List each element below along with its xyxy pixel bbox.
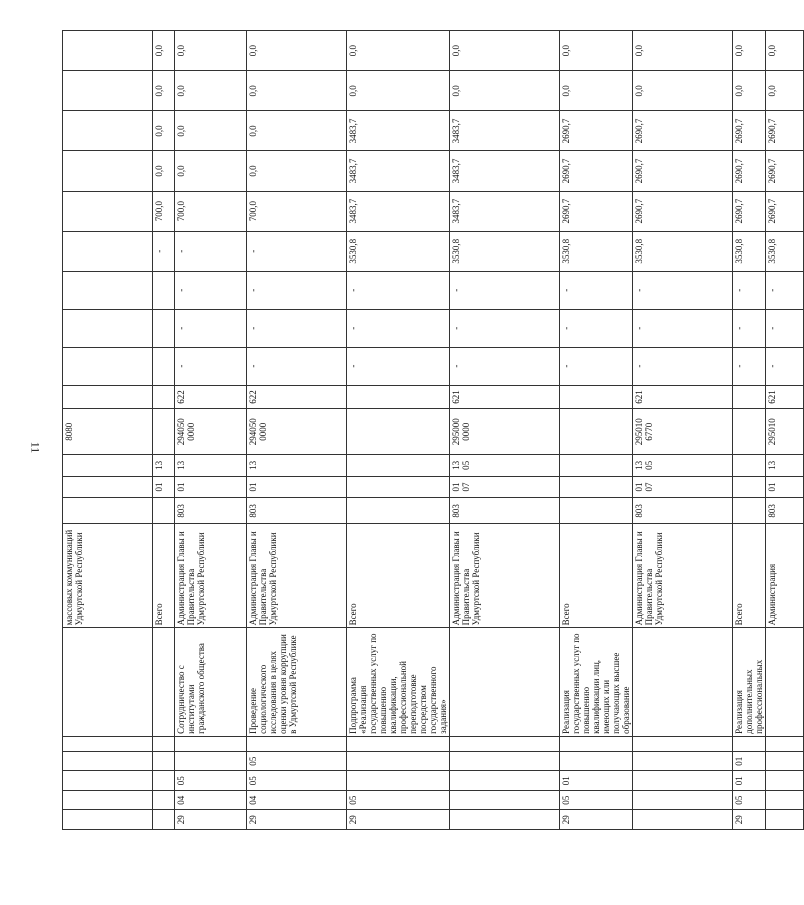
table-row: [733, 31, 766, 830]
table-cell: [153, 409, 175, 455]
table-cell: 2690,7: [766, 191, 804, 231]
table-cell: 13 05: [633, 455, 733, 477]
table-cell: 05: [733, 791, 766, 811]
table-cell: 0,0: [733, 31, 766, 71]
table-cell: 2690,7: [560, 111, 633, 151]
table-cell: 0,0: [766, 71, 804, 111]
table-cell: [63, 31, 153, 71]
table-cell: -: [766, 309, 804, 347]
table-cell: -: [175, 309, 247, 347]
table-cell: [766, 810, 804, 830]
table-cell: [153, 752, 175, 772]
table-cell: -: [450, 347, 560, 385]
table-cell: -: [633, 347, 733, 385]
table-cell: [63, 752, 153, 772]
table-cell: [633, 628, 733, 736]
table-cell: 0,0: [175, 151, 247, 191]
table-cell: Администрация Главы и Правительства Удмуртской Республики: [450, 524, 560, 628]
table-cell: 0,0: [633, 71, 733, 111]
table-cell: [153, 771, 175, 791]
table-cell: [633, 771, 733, 791]
table-cell: 01 07: [633, 476, 733, 498]
table-cell: 3530,8: [633, 231, 733, 271]
table-cell: 0,0: [450, 71, 560, 111]
table-cell: [63, 455, 153, 477]
table-cell: 0,0: [153, 111, 175, 151]
table-cell: 01: [766, 476, 804, 498]
table-cell: 2690,7: [633, 191, 733, 231]
table-cell: 3483,7: [347, 111, 450, 151]
table-row: [347, 31, 450, 830]
budget-table-rotated: [62, 30, 777, 830]
table-cell: 01: [175, 476, 247, 498]
table-cell: 2690,7: [633, 151, 733, 191]
table-cell: -: [633, 271, 733, 309]
table-cell: 0,0: [175, 71, 247, 111]
table-cell: 3530,8: [347, 231, 450, 271]
table-cell: [153, 309, 175, 347]
table-cell: -: [247, 271, 347, 309]
table-cell: 3530,8: [560, 231, 633, 271]
table-cell: [63, 71, 153, 111]
table-cell: -: [733, 309, 766, 347]
table-cell: [175, 736, 247, 751]
table-cell: 13: [153, 455, 175, 477]
table-cell: 05: [560, 791, 633, 811]
table-cell: [766, 628, 804, 736]
table-row: [633, 31, 733, 830]
table-cell: Всего: [153, 524, 175, 628]
table-cell: 2690,7: [560, 151, 633, 191]
table-cell: -: [247, 309, 347, 347]
table-cell: [733, 455, 766, 477]
table-cell: 13 05: [450, 455, 560, 477]
table-cell: Сотрудничество с институтами гражданского общества: [175, 628, 247, 736]
table-cell: 700,0: [175, 191, 247, 231]
table-cell: 700,0: [153, 191, 175, 231]
table-cell: [633, 810, 733, 830]
table-cell: -: [347, 347, 450, 385]
table-cell: [450, 791, 560, 811]
table-cell: 803: [175, 498, 247, 524]
table-cell: -: [560, 271, 633, 309]
table-cell: Администрация Главы и Правительства Удмуртской Республики: [247, 524, 347, 628]
table-cell: 29: [175, 810, 247, 830]
table-cell: 3483,7: [347, 191, 450, 231]
table-cell: 0,0: [766, 31, 804, 71]
table-cell: 2690,7: [733, 151, 766, 191]
table-cell: [450, 771, 560, 791]
table-cell: 01 07: [450, 476, 560, 498]
table-cell: [633, 736, 733, 751]
table-cell: 3530,8: [766, 231, 804, 271]
table-cell: -: [175, 347, 247, 385]
table-cell: 01: [733, 752, 766, 772]
table-cell: [63, 111, 153, 151]
table-cell: [633, 752, 733, 772]
table-cell: -: [175, 231, 247, 271]
table-cell: [450, 752, 560, 772]
table-cell: -: [450, 309, 560, 347]
table-cell: [560, 752, 633, 772]
table-cell: [733, 476, 766, 498]
table-cell: 13: [247, 455, 347, 477]
table-cell: 294050 0000: [175, 409, 247, 455]
table-cell: 04: [175, 791, 247, 811]
table-cell: 3483,7: [450, 111, 560, 151]
table-cell: 622: [247, 385, 347, 409]
table-cell: [733, 736, 766, 751]
table-cell: Проведение социологического исследования в целях оценки уровня коррупции в Удмуртской Республике: [247, 628, 347, 736]
table-cell: [153, 271, 175, 309]
table-cell: [63, 385, 153, 409]
table-cell: [347, 385, 450, 409]
table-cell: 29: [347, 810, 450, 830]
table-cell: Подпрограмма «Реализация государственных услуг по повышению квалификации, профессиональной переподготовке посредством государственного задания»: [347, 628, 450, 736]
table-cell: Администрация Главы и Правительства Удмуртской Республики: [633, 524, 733, 628]
table-cell: [347, 736, 450, 751]
table-cell: [560, 455, 633, 477]
table-row: [450, 31, 560, 830]
table-cell: [63, 771, 153, 791]
table-cell: 0,0: [450, 31, 560, 71]
table-cell: 3483,7: [450, 191, 560, 231]
table-cell: [766, 791, 804, 811]
table-cell: [347, 476, 450, 498]
table-cell: [153, 810, 175, 830]
table-cell: [63, 151, 153, 191]
table-cell: Администрация: [766, 524, 804, 628]
table-cell: [153, 736, 175, 751]
table-cell: 05: [247, 771, 347, 791]
table-cell: [63, 231, 153, 271]
table-cell: [63, 736, 153, 751]
table-cell: Всего: [347, 524, 450, 628]
table-cell: Администрация Главы и Правительства Удмуртской Республики: [175, 524, 247, 628]
table-cell: 0,0: [175, 31, 247, 71]
table-cell: 803: [450, 498, 560, 524]
table-cell: 01: [247, 476, 347, 498]
table-cell: 0,0: [347, 71, 450, 111]
table-cell: 2690,7: [733, 191, 766, 231]
table-cell: 0,0: [633, 31, 733, 71]
table-cell: 0,0: [153, 31, 175, 71]
table-cell: [766, 752, 804, 772]
table-cell: [347, 771, 450, 791]
table-cell: 3530,8: [733, 231, 766, 271]
table-cell: -: [175, 271, 247, 309]
table-cell: 0,0: [560, 71, 633, 111]
table-cell: 295000 0000: [450, 409, 560, 455]
table-cell: -: [766, 271, 804, 309]
table-cell: -: [560, 347, 633, 385]
table-cell: 0,0: [153, 71, 175, 111]
table-cell: [63, 347, 153, 385]
table-cell: 0,0: [347, 31, 450, 71]
table-cell: Всего: [560, 524, 633, 628]
table-cell: Всего: [733, 524, 766, 628]
table-cell: 294050 0000: [247, 409, 347, 455]
table-cell: [63, 791, 153, 811]
table-cell: [450, 736, 560, 751]
table-cell: 29: [733, 810, 766, 830]
table-cell: -: [153, 231, 175, 271]
table-cell: -: [450, 271, 560, 309]
table-cell: 803: [247, 498, 347, 524]
table-cell: [63, 498, 153, 524]
table-cell: 803: [766, 498, 804, 524]
table-cell: Реализация дополнительных профессиональных: [733, 628, 766, 736]
table-cell: 3530,8: [450, 231, 560, 271]
table-cell: -: [766, 347, 804, 385]
table-cell: [63, 309, 153, 347]
table-cell: 3483,7: [347, 151, 450, 191]
table-cell: 29: [560, 810, 633, 830]
table-cell: -: [247, 347, 347, 385]
table-cell: 29: [247, 810, 347, 830]
table-cell: [560, 409, 633, 455]
page-number: 11: [28, 441, 43, 454]
table-cell: -: [347, 309, 450, 347]
table-cell: 2690,7: [633, 111, 733, 151]
table-cell: 04: [247, 791, 347, 811]
table-cell: массовых коммуникаций Удмуртской Республики: [63, 524, 153, 628]
table-cell: [347, 455, 450, 477]
table-cell: 0,0: [733, 71, 766, 111]
table-row: [175, 31, 247, 830]
table-cell: [347, 409, 450, 455]
budget-table: [62, 30, 804, 830]
table-cell: 0,0: [247, 111, 347, 151]
table-row: [247, 31, 347, 830]
table-cell: 0,0: [560, 31, 633, 71]
table-row: [560, 31, 633, 830]
table-cell: 0,0: [247, 151, 347, 191]
table-cell: Реализация государственных услуг по повышению квалификации лиц, имеющих или получающих высшее образование: [560, 628, 633, 736]
table-cell: [560, 736, 633, 751]
table-cell: [560, 498, 633, 524]
table-cell: -: [733, 271, 766, 309]
table-cell: 01: [733, 771, 766, 791]
table-cell: 621: [766, 385, 804, 409]
table-cell: [153, 385, 175, 409]
table-cell: 2690,7: [766, 151, 804, 191]
table-cell: 05: [175, 771, 247, 791]
table-cell: 3483,7: [450, 151, 560, 191]
table-cell: [153, 347, 175, 385]
table-cell: [733, 409, 766, 455]
table-cell: 803: [633, 498, 733, 524]
table-cell: 295010 6770: [633, 409, 733, 455]
table-cell: 01: [560, 771, 633, 791]
table-cell: 295010: [766, 409, 804, 455]
table-cell: 8080: [63, 409, 153, 455]
table-cell: [633, 791, 733, 811]
table-cell: 621: [633, 385, 733, 409]
table-cell: [247, 736, 347, 751]
table-cell: 2690,7: [766, 111, 804, 151]
table-cell: -: [633, 309, 733, 347]
table-cell: [766, 771, 804, 791]
table-cell: [63, 628, 153, 736]
table-cell: 0,0: [247, 71, 347, 111]
table-cell: [153, 628, 175, 736]
table-row: [63, 31, 153, 830]
table-cell: 2690,7: [733, 111, 766, 151]
table-cell: [63, 271, 153, 309]
table-cell: 622: [175, 385, 247, 409]
table-cell: -: [247, 231, 347, 271]
table-cell: -: [733, 347, 766, 385]
table-row: [766, 31, 804, 830]
table-cell: 13: [175, 455, 247, 477]
table-row: [153, 31, 175, 830]
table-cell: [560, 385, 633, 409]
table-cell: [733, 498, 766, 524]
table-cell: -: [347, 271, 450, 309]
table-cell: 0,0: [247, 31, 347, 71]
table-cell: [63, 476, 153, 498]
table-cell: 0,0: [175, 111, 247, 151]
table-cell: [347, 752, 450, 772]
table-cell: 13: [766, 455, 804, 477]
table-cell: [347, 498, 450, 524]
table-cell: 621: [450, 385, 560, 409]
table-cell: [63, 191, 153, 231]
table-cell: [450, 810, 560, 830]
table-cell: 2690,7: [560, 191, 633, 231]
table-cell: 01: [153, 476, 175, 498]
table-cell: -: [560, 309, 633, 347]
table-cell: 05: [347, 791, 450, 811]
table-cell: 05: [247, 752, 347, 772]
table-cell: [63, 810, 153, 830]
table-cell: [560, 476, 633, 498]
table-cell: 0,0: [153, 151, 175, 191]
table-cell: [766, 736, 804, 751]
table-cell: [153, 791, 175, 811]
table-cell: 700,0: [247, 191, 347, 231]
table-cell: [175, 752, 247, 772]
table-cell: [733, 385, 766, 409]
table-cell: [450, 628, 560, 736]
table-cell: [153, 498, 175, 524]
